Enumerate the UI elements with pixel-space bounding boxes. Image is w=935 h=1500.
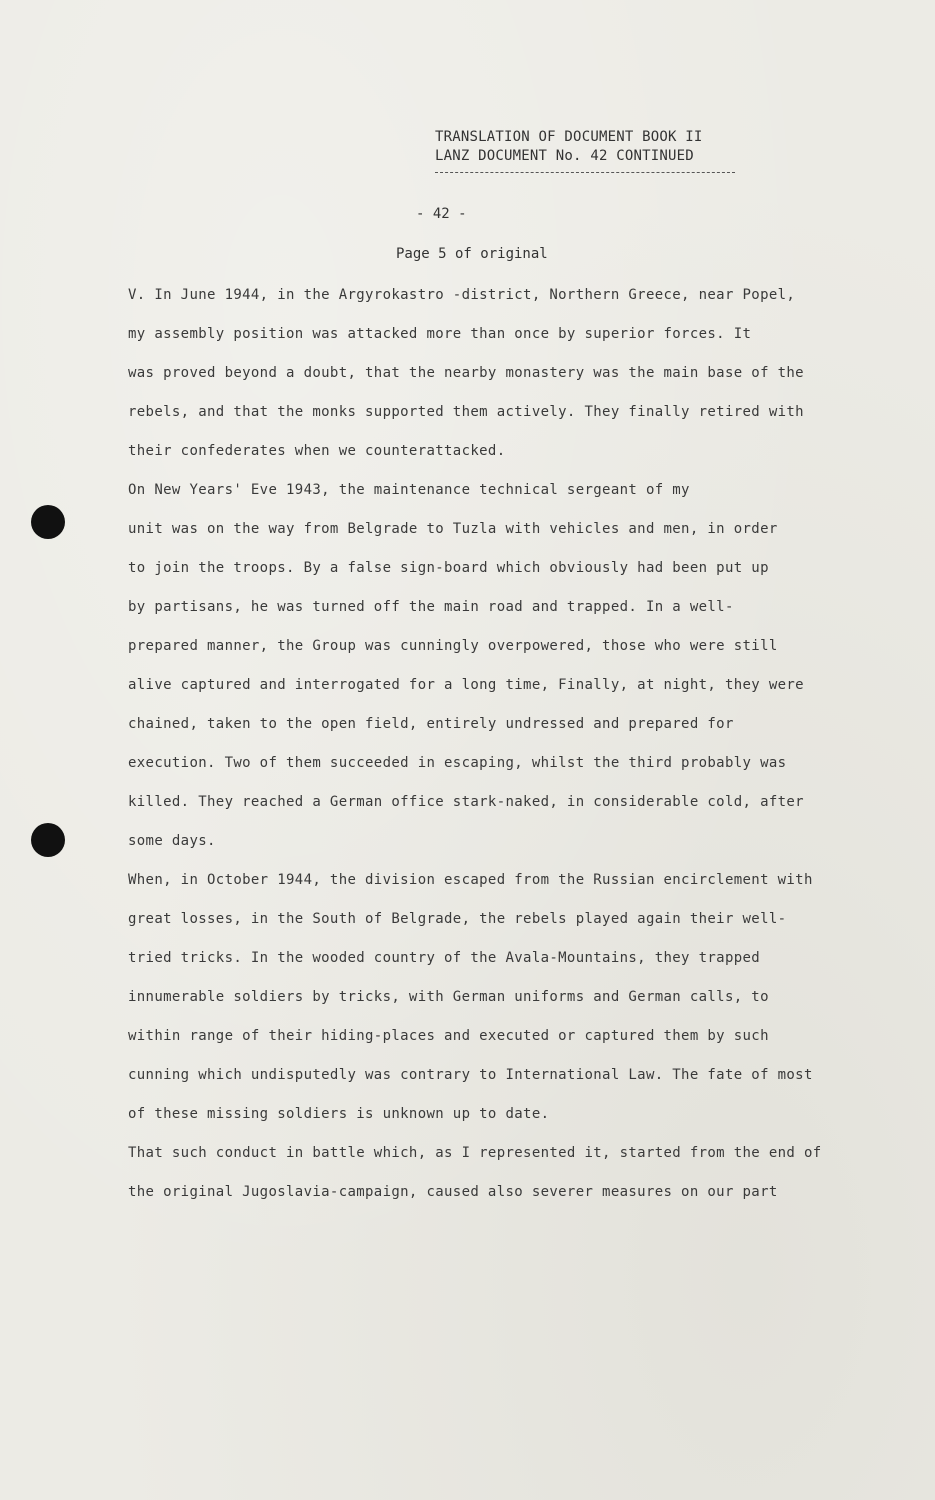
- text-line: chained, taken to the open field, entirely undressed and prepared for: [128, 716, 734, 732]
- text-line: When, in October 1944, the division escaped from the Russian encirclement with: [128, 872, 813, 888]
- text-line: tried tricks. In the wooded country of the Avala-Mountains, they trapped: [128, 950, 761, 966]
- body-text: [128, 284, 898, 1220]
- text-line: innumerable soldiers by tricks, with German uniforms and German calls, to: [128, 989, 769, 1005]
- punch-hole: [31, 505, 65, 539]
- page-number: - 42 -: [416, 206, 467, 222]
- text-line: to join the troops. By a false sign-board which obviously had been put up: [128, 560, 769, 576]
- text-line: unit was on the way from Belgrade to Tuzla with vehicles and men, in order: [128, 521, 778, 537]
- text-line: the original Jugoslavia-campaign, caused also severer measures on our part: [128, 1184, 778, 1200]
- text-line: my assembly position was attacked more than once by superior forces. It: [128, 326, 752, 342]
- header-line-2: LANZ DOCUMENT No. 42 CONTINUED: [435, 148, 694, 164]
- text-line: of these missing soldiers is unknown up to date.: [128, 1106, 550, 1122]
- text-line: within range of their hiding-places and executed or captured them by such: [128, 1028, 769, 1044]
- text-line: prepared manner, the Group was cunningly overpowered, those who were still: [128, 638, 778, 654]
- text-line: V. In June 1944, in the Argyrokastro -district, Northern Greece, near Popel,: [128, 287, 796, 303]
- text-line: great losses, in the South of Belgrade, the rebels played again their well-: [128, 911, 787, 927]
- text-line: That such conduct in battle which, as I represented it, started from the end of: [128, 1145, 822, 1161]
- header-line-1: TRANSLATION OF DOCUMENT BOOK II: [435, 129, 703, 145]
- original-page-reference: Page 5 of original: [396, 246, 548, 262]
- document-header: [435, 128, 745, 173]
- text-line: killed. They reached a German office stark-naked, in considerable cold, after: [128, 794, 804, 810]
- text-line: by partisans, he was turned off the main road and trapped. In a well-: [128, 599, 734, 615]
- header-divider: [435, 172, 735, 173]
- text-line: On New Years' Eve 1943, the maintenance technical sergeant of my: [128, 482, 690, 498]
- text-line: their confederates when we counterattacked.: [128, 443, 506, 459]
- punch-hole: [31, 823, 65, 857]
- text-line: cunning which undisputedly was contrary to International Law. The fate of most: [128, 1067, 813, 1083]
- text-line: alive captured and interrogated for a long time, Finally, at night, they were: [128, 677, 804, 693]
- text-line: some days.: [128, 833, 216, 849]
- text-line: was proved beyond a doubt, that the nearby monastery was the main base of the: [128, 365, 804, 381]
- text-line: execution. Two of them succeeded in escaping, whilst the third probably was: [128, 755, 787, 771]
- text-line: rebels, and that the monks supported them actively. They finally retired with: [128, 404, 804, 420]
